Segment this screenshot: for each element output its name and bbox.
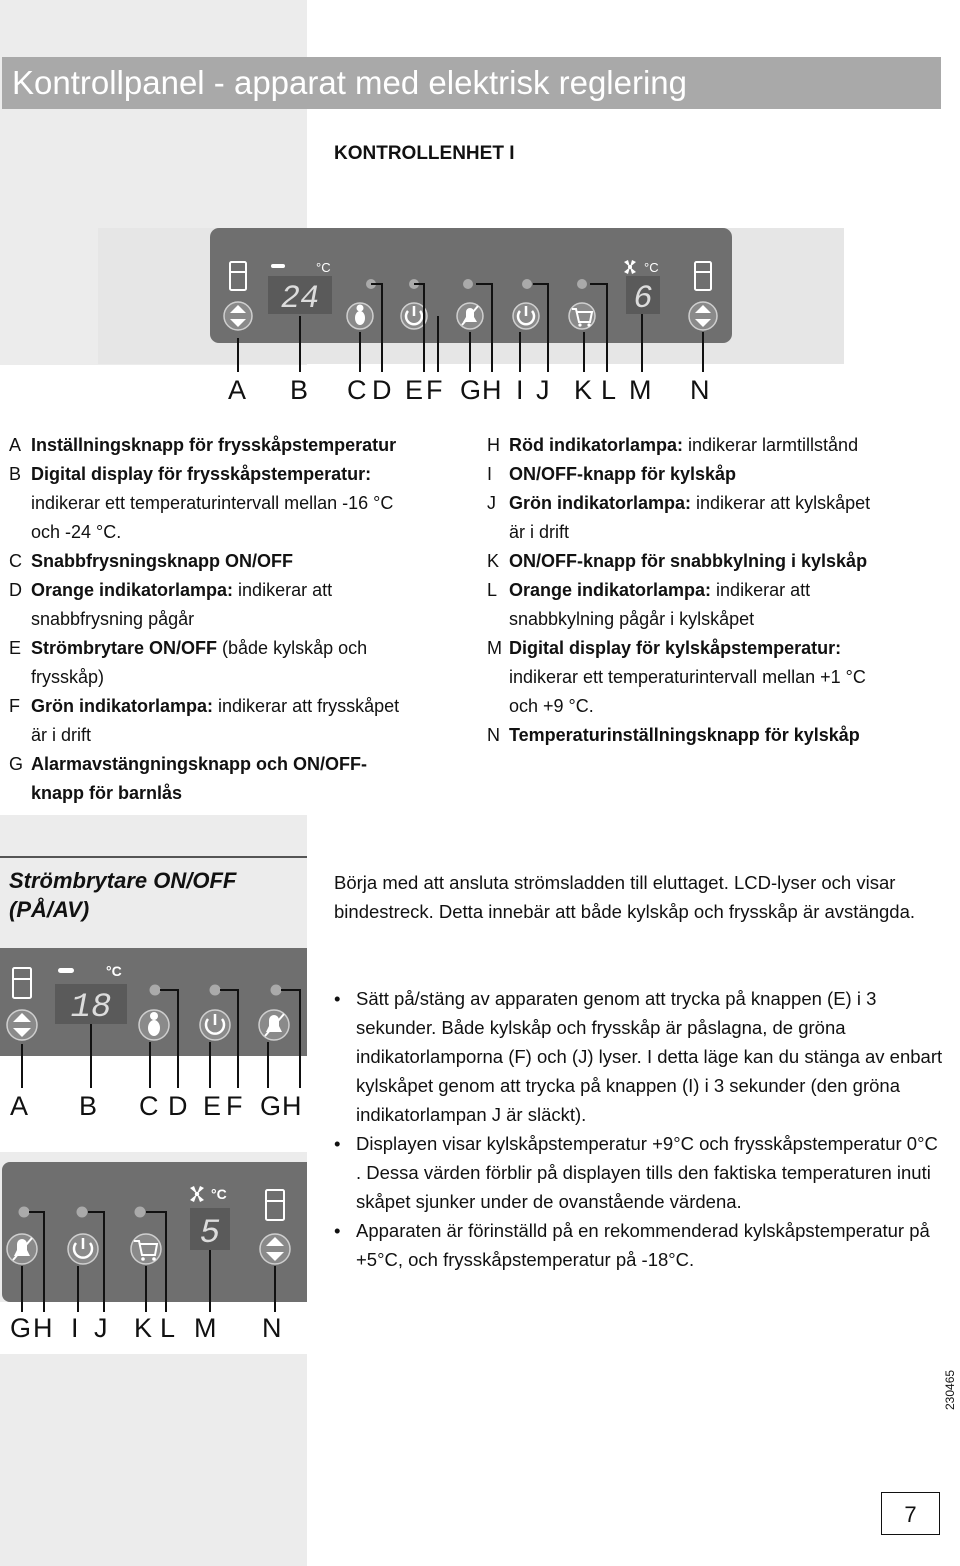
callout-letter-n: N <box>262 1313 282 1343</box>
legend-key <box>9 663 31 692</box>
bullet-item: • Sätt på/stäng av apparaten genom att trycka på knappen (E) i 3 sekunder. Både kylskåp och frysskåp är påslagna, de gröna indikatorlamporna (F) och (J) lyser. I detta läge kan du stänga av enbart kylskåpet genom att trycka på knappen (I) i 3 sekunder (den gröna indikatorlampan J är släckt). <box>334 984 944 1129</box>
legend-bold-text: ON/OFF-knapp för snabbkylning i kylskåp <box>509 551 868 571</box>
callout-letter-b: B <box>79 1091 98 1121</box>
fridge-cabinet-icon <box>266 1190 284 1220</box>
legend-text <box>509 576 810 605</box>
legend-key <box>487 663 509 692</box>
fan-icon <box>624 260 636 274</box>
alarm-off-button[interactable] <box>259 1010 289 1040</box>
legend-text <box>31 634 367 663</box>
callout-letter-d: D <box>372 375 392 405</box>
legend-row <box>487 431 947 460</box>
legend-key: N <box>487 725 500 745</box>
page-title: Kontrollpanel - apparat med elektrisk reglering <box>2 57 941 109</box>
callout-letter-i: I <box>516 375 524 405</box>
legend-bold-text: ON/OFF-knapp för kylskåp <box>509 464 737 484</box>
legend-text <box>31 692 399 721</box>
legend-key: H <box>487 435 500 455</box>
callout-letter-i: I <box>71 1313 79 1343</box>
alarm-off-button[interactable] <box>7 1234 37 1264</box>
legend-text <box>509 460 736 489</box>
fridge-display-value: 5 <box>199 1215 221 1253</box>
legend-plain-text: snabbfrysning pågår <box>31 609 195 629</box>
legend-key: B <box>9 464 22 484</box>
legend-key <box>9 605 31 634</box>
freezer-fridge-icon <box>230 262 246 290</box>
indicator-lamp-l <box>135 1207 146 1218</box>
legend-text <box>509 431 858 460</box>
legend-key <box>9 489 31 518</box>
legend-key: F <box>9 696 20 716</box>
callout-letter-c: C <box>347 375 367 405</box>
legend-plain-text: frysskåp) <box>31 667 105 687</box>
legend-key: C <box>9 551 22 571</box>
legend-row <box>487 663 947 692</box>
indicator-lamp-d <box>150 985 161 996</box>
fast-freeze-button[interactable] <box>139 1010 169 1040</box>
legend-row <box>487 605 947 634</box>
legend-key: E <box>9 638 22 658</box>
callout-letter-b: B <box>290 375 309 405</box>
legend-key: I <box>487 464 493 484</box>
legend-bold-text: Snabbfrysningsknapp ON/OFF <box>31 551 294 571</box>
legend-row <box>487 489 947 518</box>
freezer-display-value: 24 <box>280 280 320 317</box>
callout-letter-k: K <box>134 1313 153 1343</box>
fridge-display-value: 6 <box>633 280 653 317</box>
legend-plain-text: indikerar att kylskåpet <box>691 493 871 513</box>
legend-text <box>31 779 182 808</box>
legend-plain-text: är i drift <box>31 725 92 745</box>
freezer-temp-updown-button[interactable] <box>7 1010 37 1040</box>
legend-row <box>9 692 459 721</box>
legend-text <box>31 721 91 750</box>
indicator-lamp-h <box>271 985 282 996</box>
legend-key: M <box>487 638 502 658</box>
bullet-list <box>334 984 944 1274</box>
legend-row <box>487 721 947 750</box>
legend-row <box>487 460 947 489</box>
legend-text <box>31 431 396 460</box>
legend-text <box>509 692 594 721</box>
legend-row <box>9 663 459 692</box>
legend-row <box>9 779 459 808</box>
callout-letter-k: K <box>574 375 593 405</box>
legend-plain-text: indikerar ett temperaturintervall mellan -16 °C <box>31 493 394 513</box>
legend-bold-text: Grön indikatorlampa: <box>509 493 692 513</box>
legend-bold-text: Temperaturinställningsknapp för kylskåp <box>509 725 860 745</box>
legend-text <box>31 518 121 547</box>
power-button-e[interactable] <box>200 1010 230 1040</box>
legend-row <box>487 547 947 576</box>
page-number: 7 <box>881 1492 940 1535</box>
callout-letter-n: N <box>690 375 710 405</box>
legend-key <box>487 605 509 634</box>
legend-bold-text: Alarmavstängningsknapp och ON/OFF- <box>31 754 368 774</box>
fridge-temp-updown-button[interactable] <box>689 302 717 330</box>
indicator-lamp-j <box>522 279 532 289</box>
fridge-unit-label: °C <box>211 1186 227 1202</box>
legend-row <box>9 547 459 576</box>
legend-plain-text: indikerar att <box>711 580 811 600</box>
fast-cool-button[interactable] <box>569 303 595 329</box>
legend-plain-text: och -24 °C. <box>31 522 122 542</box>
minus-icon <box>271 264 285 268</box>
indicator-lamp-f <box>210 985 221 996</box>
legend-key: G <box>9 754 24 774</box>
legend-plain-text: indikerar att <box>233 580 333 600</box>
fridge-cabinet-icon <box>695 262 711 290</box>
document-code: 230465 <box>943 1369 957 1410</box>
callout-letter-l: L <box>160 1313 176 1343</box>
legend-text <box>509 547 867 576</box>
fast-cool-button[interactable] <box>131 1234 161 1264</box>
indicator-lamp-j <box>77 1207 88 1218</box>
callout-letter-e: E <box>203 1091 222 1121</box>
callout-letter-g: G <box>460 375 482 405</box>
legend-right <box>487 431 947 750</box>
intro-paragraph: Börja med att ansluta strömsladden till eluttaget. LCD-lyser och visar bindestreck. Detta innebär att både kylskåp och frysskåp är avstängda. <box>334 872 916 922</box>
legend-bold-text: Röd indikatorlampa: <box>509 435 684 455</box>
callout-letter-h: H <box>482 375 502 405</box>
legend-text <box>31 663 104 692</box>
freezer-temp-updown-button[interactable] <box>224 302 252 330</box>
freezer-display-value: 18 <box>70 989 112 1027</box>
section-subtitle: KONTROLLENHET I <box>334 143 515 164</box>
freezer-unit-label: °C <box>316 260 331 275</box>
legend-row <box>9 634 459 663</box>
control-panel-top-graphics <box>0 0 960 420</box>
legend-row <box>487 518 947 547</box>
callout-letter-m: M <box>629 375 652 405</box>
callout-letter-h: H <box>282 1091 302 1121</box>
callout-letter-c: C <box>139 1091 159 1121</box>
section-heading-line1: Strömbrytare ON/OFF <box>9 868 237 893</box>
legend-plain-text: snabbkylning pågår i kylskåpet <box>509 609 755 629</box>
legend-key: D <box>9 580 22 600</box>
callout-letter-a: A <box>228 375 247 405</box>
legend-text <box>509 721 860 750</box>
fridge-power-button[interactable] <box>68 1234 98 1264</box>
callout-letter-j: J <box>536 375 550 405</box>
legend-text <box>509 518 569 547</box>
legend-text <box>509 634 841 663</box>
legend-row <box>9 460 459 489</box>
legend-left <box>9 431 459 808</box>
callout-letter-g: G <box>260 1091 282 1121</box>
legend-key <box>487 518 509 547</box>
legend-row <box>9 750 459 779</box>
callout-letter-f: F <box>226 1091 243 1121</box>
indicator-lamp-h <box>19 1207 30 1218</box>
legend-row <box>487 634 947 663</box>
legend-plain-text: indikerar ett temperaturintervall mellan +1 °C <box>509 667 866 687</box>
legend-plain-text: och +9 °C. <box>509 696 594 716</box>
legend-bold-text: Digital display för frysskåpstemperatur: <box>31 464 372 484</box>
legend-plain-text: är i drift <box>509 522 570 542</box>
legend-text <box>31 576 332 605</box>
minus-icon <box>58 968 74 973</box>
legend-plain-text: indikerar larmtillstånd <box>683 435 859 455</box>
legend-bold-text: Orange indikatorlampa: <box>509 580 712 600</box>
legend-bold-text: Strömbrytare ON/OFF <box>31 638 218 658</box>
legend-key <box>9 779 31 808</box>
fridge-unit-label: °C <box>644 260 659 275</box>
callout-letter-g: G <box>10 1313 32 1343</box>
freezer-fridge-icon <box>13 968 31 998</box>
legend-key <box>487 692 509 721</box>
legend-key <box>9 518 31 547</box>
callout-letter-m: M <box>194 1313 217 1343</box>
legend-row <box>487 576 947 605</box>
bullet-item: • Displayen visar kylskåpstemperatur +9°C och frysskåpstemperatur 0°C . Dessa värden förblir på displayen tills den faktiska temperaturen inuti skåpet sjunker under de ovanstående värdena. <box>334 1129 944 1216</box>
legend-bold-text: Digital display för kylskåpstemperatur: <box>509 638 842 658</box>
legend-bold-text: knapp för barnlås <box>31 783 183 803</box>
legend-row <box>9 489 459 518</box>
legend-key: K <box>487 551 500 571</box>
legend-plain-text: indikerar att frysskåpet <box>213 696 400 716</box>
indicator-lamp-l <box>577 279 587 289</box>
legend-row <box>9 431 459 460</box>
fast-freeze-button[interactable] <box>347 303 373 329</box>
callout-letter-d: D <box>168 1091 188 1121</box>
legend-text <box>509 489 870 518</box>
legend-text <box>31 547 293 576</box>
legend-row <box>487 692 947 721</box>
indicator-lamp-h <box>463 279 473 289</box>
legend-plain-text: (både kylskåp och <box>217 638 368 658</box>
fridge-power-button[interactable] <box>513 303 539 329</box>
fan-icon <box>190 1186 204 1202</box>
fridge-temp-updown-button[interactable] <box>260 1234 290 1264</box>
legend-row <box>9 605 459 634</box>
legend-key: A <box>9 435 22 455</box>
legend-text <box>31 460 371 489</box>
callout-letter-f: F <box>426 375 443 405</box>
legend-text <box>509 663 866 692</box>
section-heading-line2: (PÅ/AV) <box>9 897 90 922</box>
legend-row <box>9 576 459 605</box>
section-heading <box>9 866 307 924</box>
callout-letter-j: J <box>94 1313 108 1343</box>
legend-bold-text: Grön indikatorlampa: <box>31 696 214 716</box>
legend-text <box>509 605 754 634</box>
legend-key: L <box>487 580 498 600</box>
callout-letter-a: A <box>10 1091 29 1121</box>
legend-text <box>31 489 393 518</box>
legend-bold-text: Orange indikatorlampa: <box>31 580 234 600</box>
callout-letter-l: L <box>601 375 617 405</box>
legend-row <box>9 518 459 547</box>
bullet-item: • Apparaten är förinställd på en rekommenderad kylskåpstemperatur på +5°C, och frysskåpstemperatur på -18°C. <box>334 1216 944 1274</box>
callout-letter-h: H <box>33 1313 53 1343</box>
freezer-unit-label: °C <box>106 963 122 979</box>
alarm-off-button[interactable] <box>457 303 483 329</box>
legend-bold-text: Inställningsknapp för frysskåpstemperatur <box>31 435 397 455</box>
legend-row <box>9 721 459 750</box>
legend-key: J <box>487 493 496 513</box>
legend-text <box>31 750 367 779</box>
legend-key <box>9 721 31 750</box>
legend-text <box>31 605 194 634</box>
section-rule <box>0 856 307 858</box>
callout-letter-e: E <box>405 375 424 405</box>
